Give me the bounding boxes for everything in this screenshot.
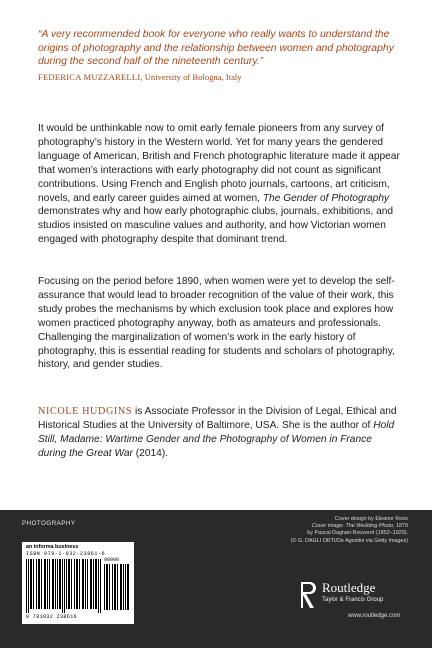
publisher-website: www.routledge.com: [348, 613, 401, 619]
routledge-logo-icon: [298, 580, 318, 610]
description-text: It would be unthinkable now to omit early female pioneers from any survey of photography’s history in the Western world. Yet for many years the gendered language of American, British and French photographic literature made it appear that women’s interactions with early photography did not count as significant contributions. Using French and English photo journals, cartoons, art criticism, novels, and early career guides aimed at women,: [38, 123, 400, 204]
informa-label: an informa business: [26, 544, 79, 550]
author-bio-text: (2014).: [132, 447, 169, 459]
barcode-addon: [104, 564, 130, 610]
book-title: The Gender of Photography: [262, 192, 390, 204]
isbn-text: ISBN 978-1-032-23861-6: [26, 551, 106, 557]
credit-image-title: The Wedding Photo: [345, 523, 393, 530]
quote-author-name: FEDERICA MUZZARELLI: [38, 71, 141, 82]
barcode-main: [26, 559, 102, 613]
description-text: demonstrates why and how early photographic clubs, journals, exhibitions, and studios insisted on masculine values and authority, and how Victorian women engaged with photography despite that dominant trend.: [38, 206, 394, 246]
endorsement-quote: [38, 28, 398, 82]
credit-line: by Pascal Dagnan-Bouveret (1852–1929).: [307, 530, 408, 537]
isbn-digits: 9 781032 238616: [26, 614, 78, 620]
publisher-name: Routledge: [322, 580, 376, 595]
publisher-subtitle: Taylor & Francis Group: [322, 597, 384, 603]
credit-line: (© G. DAGLI ORTI/De Agostini via Getty Images): [290, 537, 408, 544]
category-label: PHOTOGRAPHY: [22, 520, 76, 527]
credit-line: Cover design by Eleanor Rose: [334, 516, 408, 522]
price-code: 90000: [104, 557, 120, 563]
quote-author-affiliation: , University of Bologna, Italy: [140, 71, 242, 82]
quote-attribution: [38, 72, 398, 82]
description-paragraph-1: [38, 122, 400, 247]
description-paragraph-2: Focusing on the period before 1890, when women were yet to develop the self-assurance that would lead to broader recognition of the value of their work, this study probes the mechanisms by which exclusion took place and explores how women practiced photography anyway, both as amateurs and professionals. Challenging the marginalization of women’s work in the early history of photography, this is essential reading for students and scholars of photography, history, and gender studies.: [38, 276, 395, 371]
author-bio: [38, 405, 400, 461]
credit-line: [218, 523, 408, 530]
quote-text: “A very recommended book for everyone who really wants to understand the origins of photography and the relationship between women and photography during the second half of the nineteenth century.”: [38, 29, 394, 68]
credit-label: Cover image:: [311, 523, 346, 530]
author-previous-title: Hold Still, Madame: Wartime Gender and the Photography of Women in France during the Great War: [38, 419, 395, 459]
cover-credits: [218, 516, 408, 545]
author-name: NICOLE HUDGINS: [38, 406, 133, 417]
author-bio-text: is Associate Professor in the Division of Legal, Ethical and Historical Studies at the University of Baltimore, USA. She is the author of: [38, 406, 397, 431]
credit-year: , 1879: [393, 523, 408, 530]
